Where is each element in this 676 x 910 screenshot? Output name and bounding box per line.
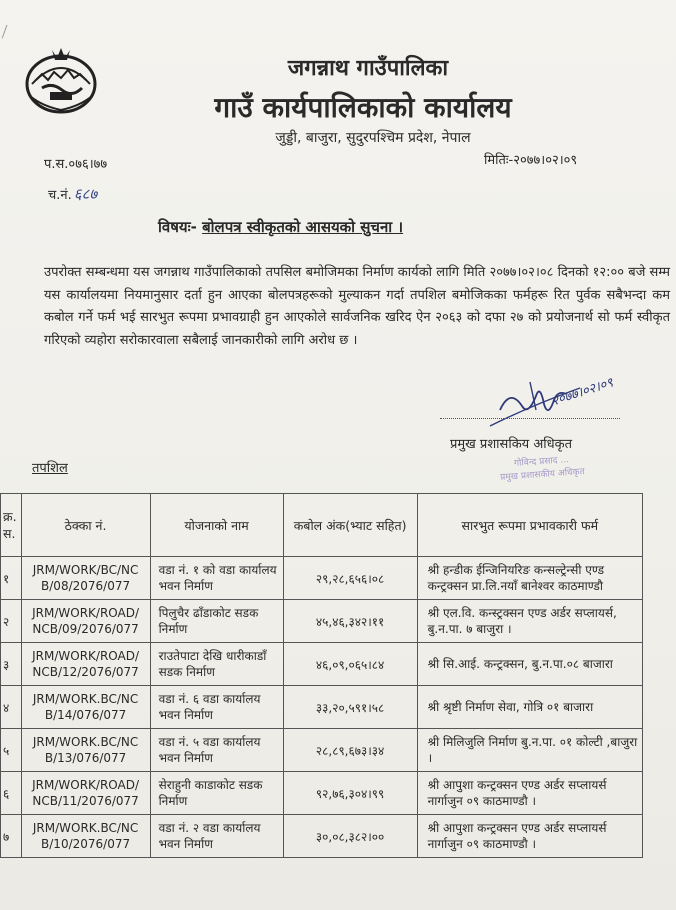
- stamp-line-1: गोविन्द प्रसाद ...: [513, 455, 570, 469]
- paper-crease: [2, 25, 10, 39]
- table-row: [1, 686, 643, 729]
- dispatch-value: ६८७: [73, 185, 98, 203]
- letter-date: मितिः-२०७७।०२।०९: [484, 153, 578, 168]
- cell-sn: ४: [1, 686, 22, 729]
- cell-sn: ६: [1, 772, 22, 815]
- cell-amount: २९,२८,६५६।०८: [283, 557, 417, 600]
- details-heading: तपशिल: [32, 461, 68, 476]
- cell-project: सेराहुनी काडाकोट सडक निर्माण: [150, 772, 283, 815]
- table-header-row: [1, 494, 643, 557]
- cell-amount: ९२,७६,३०४।९९: [283, 772, 417, 815]
- cell-project: वडा नं. १ को वडा कार्यालय भवन निर्माण: [150, 557, 283, 600]
- cell-sn: ५: [1, 729, 22, 772]
- cell-contract-no: JRM/WORK/BC/NC B/08/2076/077: [21, 557, 150, 600]
- office-stamp: [485, 452, 599, 486]
- stamp-line-2: प्रमुख प्रशासकीय अधिकृत: [499, 467, 585, 483]
- table-row: [1, 557, 643, 600]
- cell-amount: ३३,२०,५९१।५८: [283, 686, 417, 729]
- office-address: जुड्डी, बाजुरा, सुदुरपश्चिम प्रदेश, नेपाल: [275, 130, 471, 146]
- cell-firm: श्री आपुशा कन्ट्रक्सन एण्ड अर्डर सप्लायर्स नार्गाजुन ०९ काठमाण्डौ ।: [417, 772, 642, 815]
- cell-amount: २८,८९,६७३।३४: [283, 729, 417, 772]
- cell-project: वडा नं. ६ वडा कार्यालय भवन निर्माण: [150, 686, 283, 729]
- subject-line: [158, 217, 403, 237]
- cell-project: वडा नं. २ वडा कार्यालय भवन निर्माण: [150, 815, 283, 858]
- cell-project: राउतेपाटा देखि धारीकाडाँ सडक निर्माण: [150, 643, 283, 686]
- cell-project: पिलुचैर ढाँडाकोट सडक निर्माण: [150, 600, 283, 643]
- signatory-designation: प्रमुख प्रशासकिय अधिकृत: [450, 437, 573, 452]
- cell-sn: १: [1, 557, 22, 600]
- organization-name: जगन्नाथ गाउँपालिका: [287, 56, 449, 81]
- signature-line: [440, 418, 620, 419]
- table-row: [1, 600, 643, 643]
- reference-number: प.स.०७६।७७: [44, 157, 108, 172]
- office-name: गाउँ कार्यपालिकाको कार्यालय: [214, 91, 512, 124]
- cell-firm: श्री श्रृष्टी निर्माण सेवा, गोत्रि ०१ बाजारा: [417, 686, 642, 729]
- cell-project: वडा नं. ५ वडा कार्यालय भवन निर्माण: [150, 729, 283, 772]
- cell-contract-no: JRM/WORK.BC/NC B/13/076/077: [21, 729, 150, 772]
- cell-firm: श्री एल.वि. कन्स्ट्रक्सन एण्ड अर्डर सप्लायर्स, बु.न.पा. ७ बाजुरा ।: [417, 600, 642, 643]
- cell-contract-no: JRM/WORK/ROAD/ NCB/12/2076/077: [21, 643, 150, 686]
- subject-text: बोलपत्र स्वीकृतको आसयको सुचना ।: [202, 218, 404, 236]
- cell-firm: श्री आपुशा कन्ट्रक्सन एण्ड अर्डर सप्लायर्स नार्गाजुन ०९ काठमाण्डौ ।: [417, 815, 642, 858]
- cell-contract-no: JRM/WORK/ROAD/ NCB/11/2076/077: [21, 772, 150, 815]
- cell-sn: ३: [1, 643, 22, 686]
- cell-contract-no: JRM/WORK/ROAD/ NCB/09/2076/077: [21, 600, 150, 643]
- cell-amount: ३०,०८,३८२।००: [283, 815, 417, 858]
- col-header-amount: कबोल अंक(भ्याट सहित): [283, 494, 417, 557]
- notice-body: उपरोक्त सम्बन्धमा यस जगन्नाथ गाउँपालिकाको तपसिल बमोजिमका निर्माण कार्यको लागि मिति २०७७।०२।०८ दिनको १२:०० बजे सम्म यस कार्यालयमा नियमानुसार दर्ता हुन आएका बोलपत्रहरूको मुल्याकन गर्दा तपशिल बमोजिकका फर्महरू रित पुर्वक सबैभन्दा कम कबोल गर्ने फर्म भई सारभुत रूपमा प्रभावग्राही हुन आएकोले सार्वजनिक खरिद ऐन २०६३ को दफा २७ को प्रयोजनार्थ सो फर्म स्वीकृत गरिएको व्यहोरा सरोकारवाला सबैलाई जानकारीको लागि अरोध छ ।: [44, 265, 670, 348]
- col-header-contract-no: ठेक्का नं.: [21, 494, 150, 557]
- dispatch-number: [48, 184, 97, 204]
- table-row: [1, 815, 643, 858]
- col-header-sn: क्र. स.: [1, 494, 22, 557]
- table-row: [1, 643, 643, 686]
- col-header-firm: सारभुत रूपमा प्रभावकारी फर्म: [417, 494, 642, 557]
- table-row: [1, 729, 643, 772]
- dispatch-label: च.नं.: [48, 188, 72, 203]
- cell-firm: श्री सि.आई. कन्ट्रक्सन, बु.न.पा.०८ बाजारा: [417, 643, 642, 686]
- cell-firm: श्री हन्डीक ईन्जिनियरिङ कन्सल्ट्रेन्सी एण्ड कन्ट्रक्सन प्रा.लि.नयाँ बानेश्वर काठमाण्डौ: [417, 557, 642, 600]
- cell-contract-no: JRM/WORK.BC/NC B/14/076/077: [21, 686, 150, 729]
- cell-contract-no: JRM/WORK.BC/NC B/10/2076/077: [21, 815, 150, 858]
- subject-label: विषयः-: [158, 218, 197, 236]
- table-row: [1, 772, 643, 815]
- col-header-project: योजनाको नाम: [150, 494, 283, 557]
- cell-sn: ७: [1, 815, 22, 858]
- signature-date: २०७७।०२।०९: [549, 375, 616, 410]
- cell-sn: २: [1, 600, 22, 643]
- contracts-table: [0, 493, 643, 858]
- cell-amount: ४५,४६,३४२।११: [283, 600, 417, 643]
- cell-amount: ४६,०९,०६५।८४: [283, 643, 417, 686]
- cell-firm: श्री मिलिजुलि निर्माण बु.न.पा. ०१ कोल्टी ,बाजुरा ।: [417, 729, 642, 772]
